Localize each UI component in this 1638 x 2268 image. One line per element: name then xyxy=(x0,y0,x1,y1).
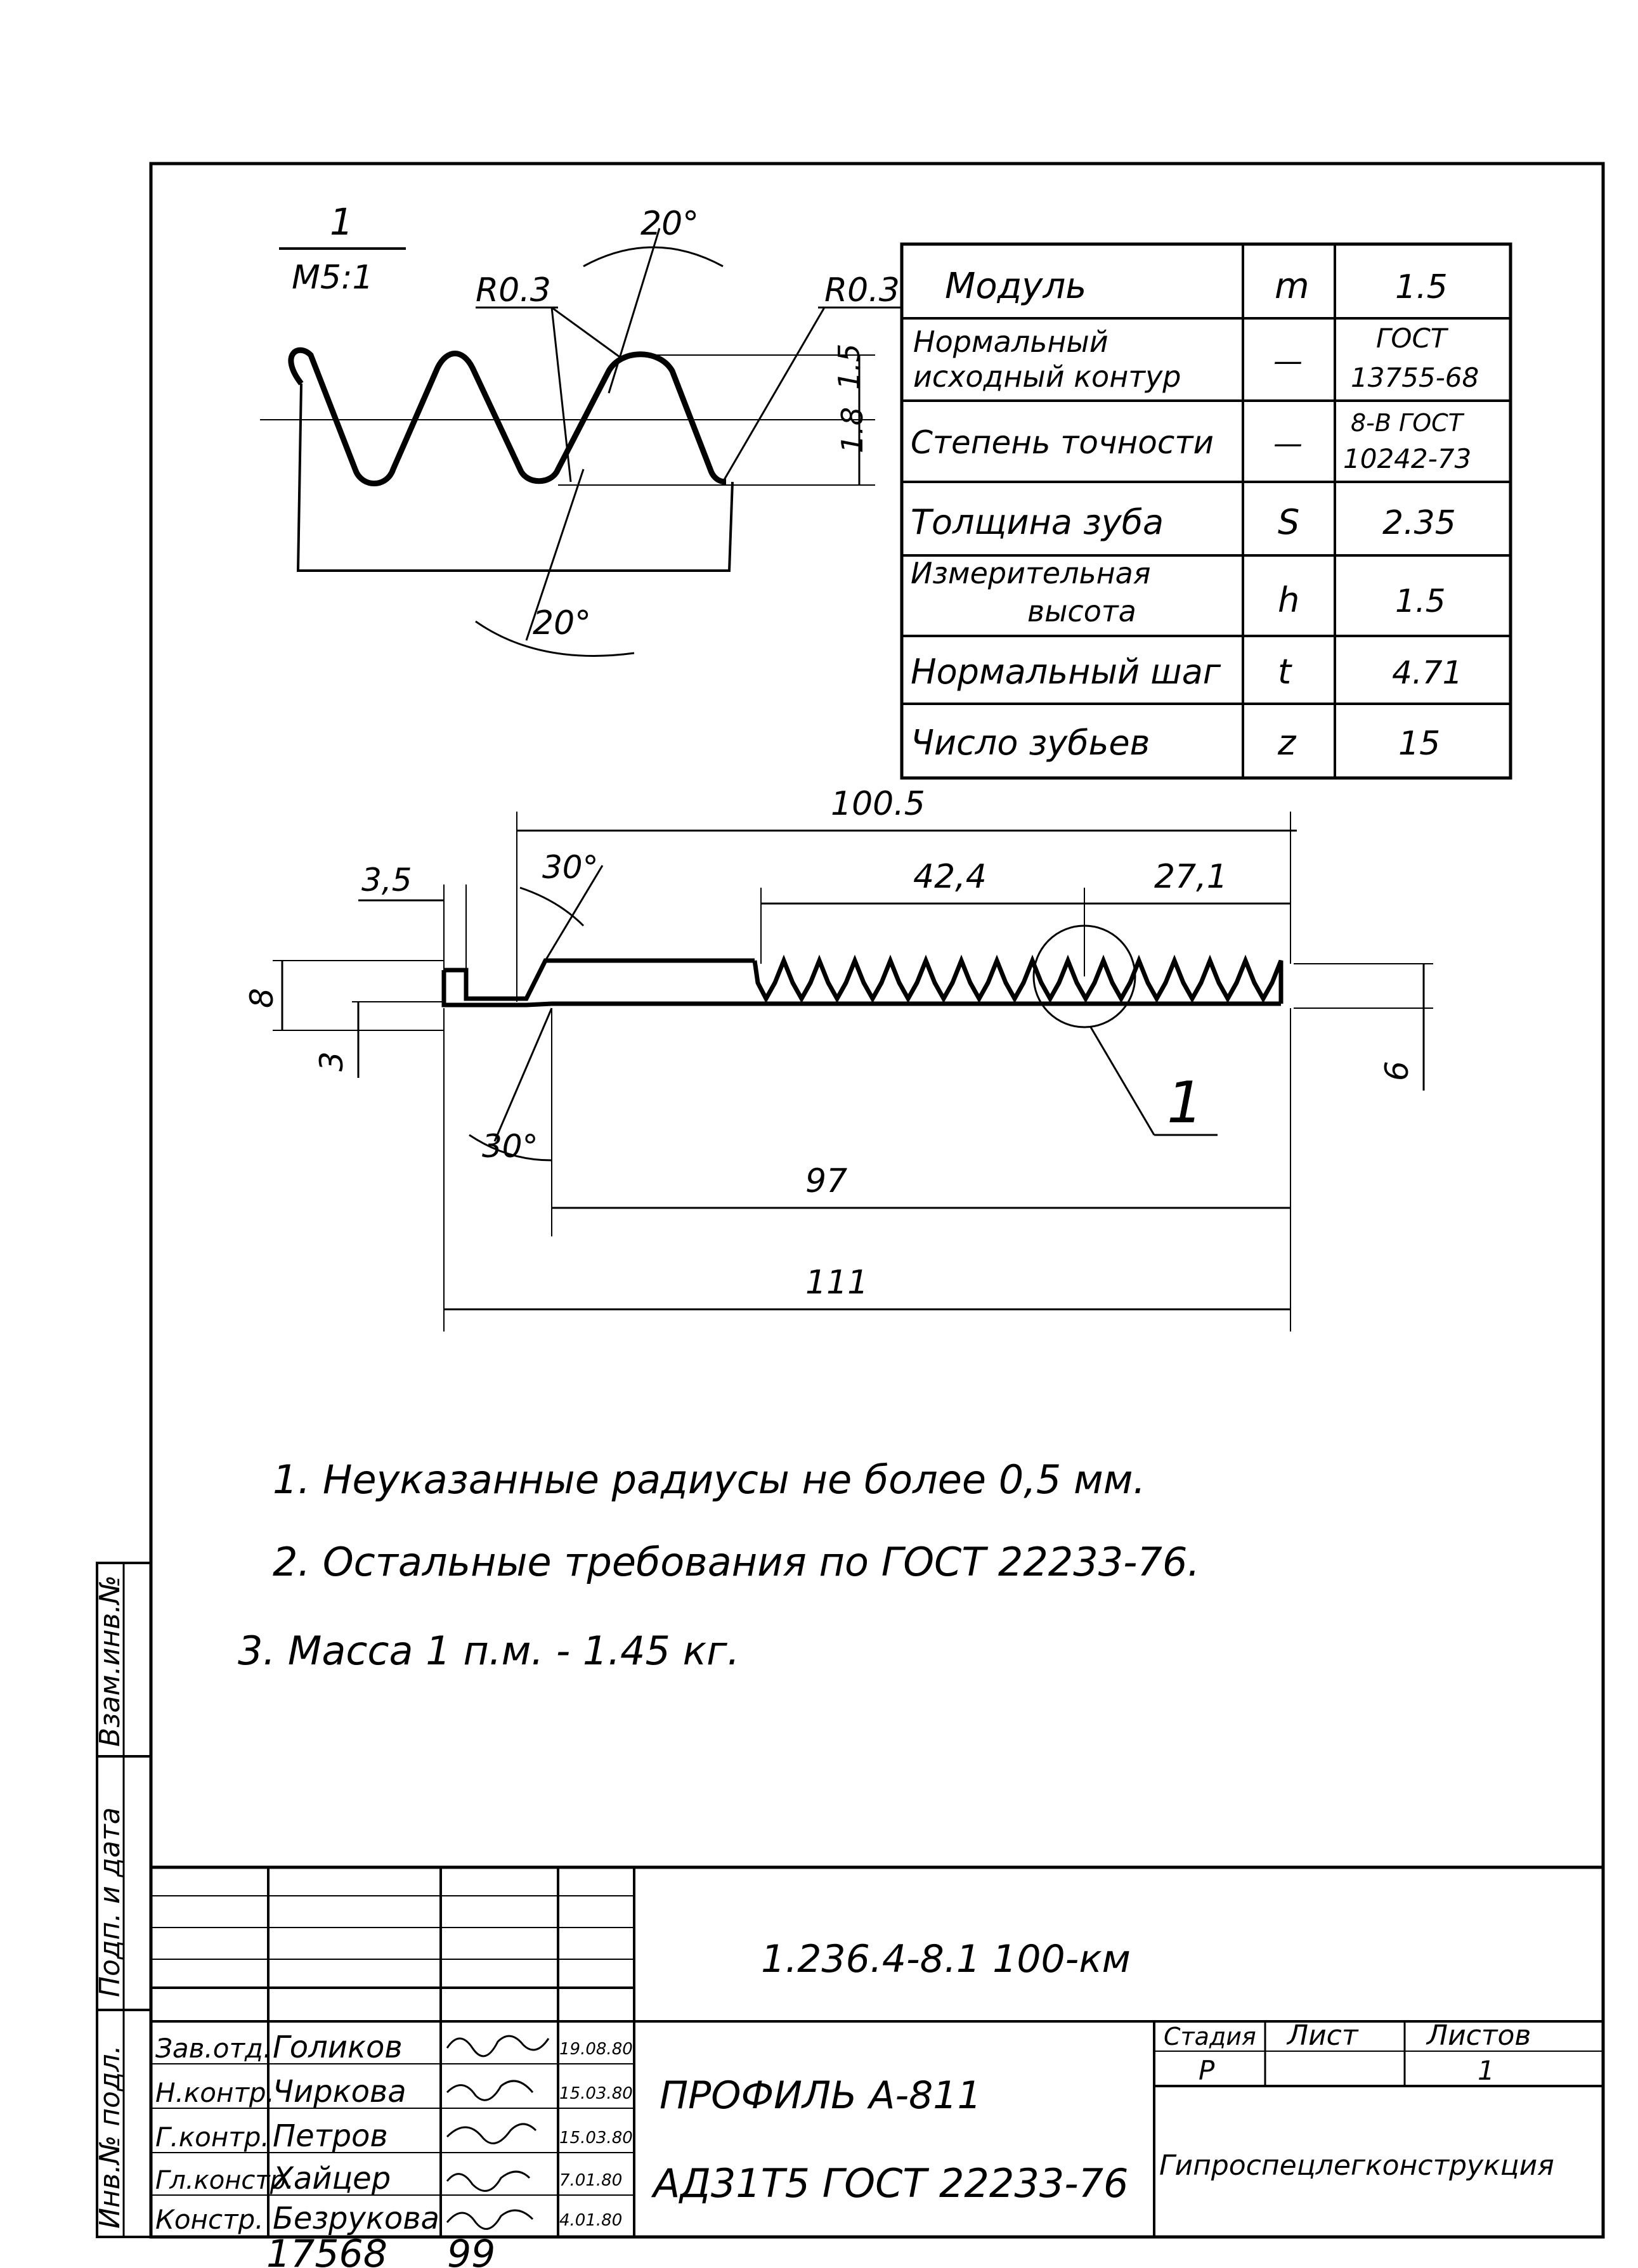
role-4: Гл.констр. xyxy=(155,2166,294,2195)
dim-100-5: 100.5 xyxy=(831,785,925,823)
param-contour-name-2: исходный контур xyxy=(913,360,1181,394)
param-contour-name-1: Нормальный xyxy=(913,325,1108,359)
profile-top-edge xyxy=(444,961,755,999)
detail-number: 1 xyxy=(330,200,353,243)
param-module-value: 1.5 xyxy=(1395,268,1448,306)
param-pitch-name: Нормальный шаг xyxy=(911,652,1221,692)
dim-6: 6 xyxy=(1379,1061,1415,1081)
dim-97: 97 xyxy=(805,1162,848,1200)
organization: Гипроспецлегконструкция xyxy=(1159,2149,1554,2182)
note-1: 1. Неуказанные радиусы не более 0,5 мм. xyxy=(273,1456,1146,1503)
sheet-label: Лист xyxy=(1287,2019,1358,2052)
param-height-name-2: высота xyxy=(1027,594,1136,628)
param-contour-value-1: ГОСТ xyxy=(1376,323,1447,354)
side-label-inv-original: Инв.№ подл. xyxy=(94,2045,126,2229)
note-2: 2. Остальные требования по ГОСТ 22233-76. xyxy=(273,1539,1200,1585)
side-strip xyxy=(94,1563,151,2237)
angle-bottom: 20° xyxy=(533,604,592,642)
radius-left-label: R0.3 xyxy=(476,271,551,309)
name-2: Чиркова xyxy=(273,2074,406,2109)
date-1: 19.08.80 xyxy=(559,2040,633,2059)
angle-30-bottom: 30° xyxy=(482,1128,538,1165)
title-line-1: ПРОФИЛЬ А-811 xyxy=(660,2073,982,2118)
param-contour-value-2: 13755-68 xyxy=(1351,362,1479,393)
signatures xyxy=(447,2036,549,2229)
role-3: Г.контр. xyxy=(155,2122,270,2153)
param-precision-value-1: 8-В ГОСТ xyxy=(1351,409,1463,437)
dim-3: 3 xyxy=(313,1051,350,1072)
param-module-symbol: m xyxy=(1275,266,1310,307)
sheets-label: Листов xyxy=(1427,2019,1531,2052)
dim-111: 111 xyxy=(805,1264,869,1302)
angle-30-top: 30° xyxy=(542,849,599,886)
side-label-sign-date: Подп. и дата xyxy=(94,1807,126,1997)
date-3: 15.03.80 xyxy=(559,2129,633,2148)
detail-callout-number: 1 xyxy=(1167,1070,1204,1136)
role-5: Констр. xyxy=(155,2204,264,2235)
param-precision-value-2: 10242-73 xyxy=(1343,443,1472,474)
footer-number-2: 99 xyxy=(447,2232,496,2268)
name-1: Голиков xyxy=(273,2030,403,2065)
param-module-name: Модуль xyxy=(945,266,1087,307)
dim-1-5: 1.5 xyxy=(832,343,866,390)
angle-top: 20° xyxy=(640,205,699,243)
side-label-replace-inv: Взам.инв.№ xyxy=(94,1575,126,1747)
document-code: 1.236.4-8.1 100-км xyxy=(761,1937,1131,1981)
param-thickness-symbol: S xyxy=(1278,502,1300,542)
stage-label: Стадия xyxy=(1164,2023,1256,2051)
param-teeth-symbol: z xyxy=(1278,723,1296,763)
dim-27-1: 27,1 xyxy=(1154,858,1228,896)
title-block xyxy=(151,1867,1603,2237)
param-thickness-value: 2.35 xyxy=(1382,504,1456,542)
dim-3-5: 3,5 xyxy=(361,862,412,898)
dim-1-8: 1.8 xyxy=(835,406,869,453)
name-4: Хайцер xyxy=(273,2161,391,2196)
param-teeth-name: Число зубьев xyxy=(911,723,1150,763)
footer-number-1: 17568 xyxy=(266,2232,387,2268)
gear-parameters-table xyxy=(902,244,1511,778)
name-5: Безрукова xyxy=(273,2201,439,2236)
role-1: Зав.отд. xyxy=(155,2033,272,2064)
detail-1-view xyxy=(260,200,900,656)
param-height-value: 1.5 xyxy=(1395,583,1446,619)
name-3: Петров xyxy=(273,2118,388,2154)
dim-42-4: 42,4 xyxy=(913,858,987,896)
param-height-symbol: h xyxy=(1278,580,1300,620)
param-precision-symbol: — xyxy=(1273,426,1303,460)
notes xyxy=(238,1456,1200,1674)
param-thickness-name: Толщина зуба xyxy=(911,502,1164,542)
param-precision-name: Степень точности xyxy=(911,424,1214,461)
stage-value: Р xyxy=(1199,2055,1215,2086)
date-2: 15.03.80 xyxy=(559,2084,633,2103)
rack-teeth xyxy=(755,961,1281,1004)
param-height-name-1: Измерительная xyxy=(911,556,1151,590)
param-contour-symbol: — xyxy=(1273,344,1303,378)
role-2: Н.контр. xyxy=(155,2077,275,2108)
sheets-value: 1 xyxy=(1478,2055,1495,2086)
title-line-2: АД31Т5 ГОСТ 22233-76 xyxy=(653,2160,1129,2206)
dim-8: 8 xyxy=(244,988,280,1008)
date-4: 7.01.80 xyxy=(559,2171,623,2190)
profile-view xyxy=(244,785,1433,1332)
sheet-frame xyxy=(151,164,1603,2237)
radius-right-label: R0.3 xyxy=(824,271,900,309)
param-pitch-symbol: t xyxy=(1278,652,1292,692)
date-5: 4.01.80 xyxy=(559,2211,623,2230)
note-3: 3. Масса 1 п.м. - 1.45 кг. xyxy=(238,1628,740,1674)
tooth-profile xyxy=(291,350,726,483)
param-pitch-value: 4.71 xyxy=(1392,654,1463,691)
detail-scale: M5:1 xyxy=(292,259,374,297)
param-teeth-value: 15 xyxy=(1398,725,1441,763)
